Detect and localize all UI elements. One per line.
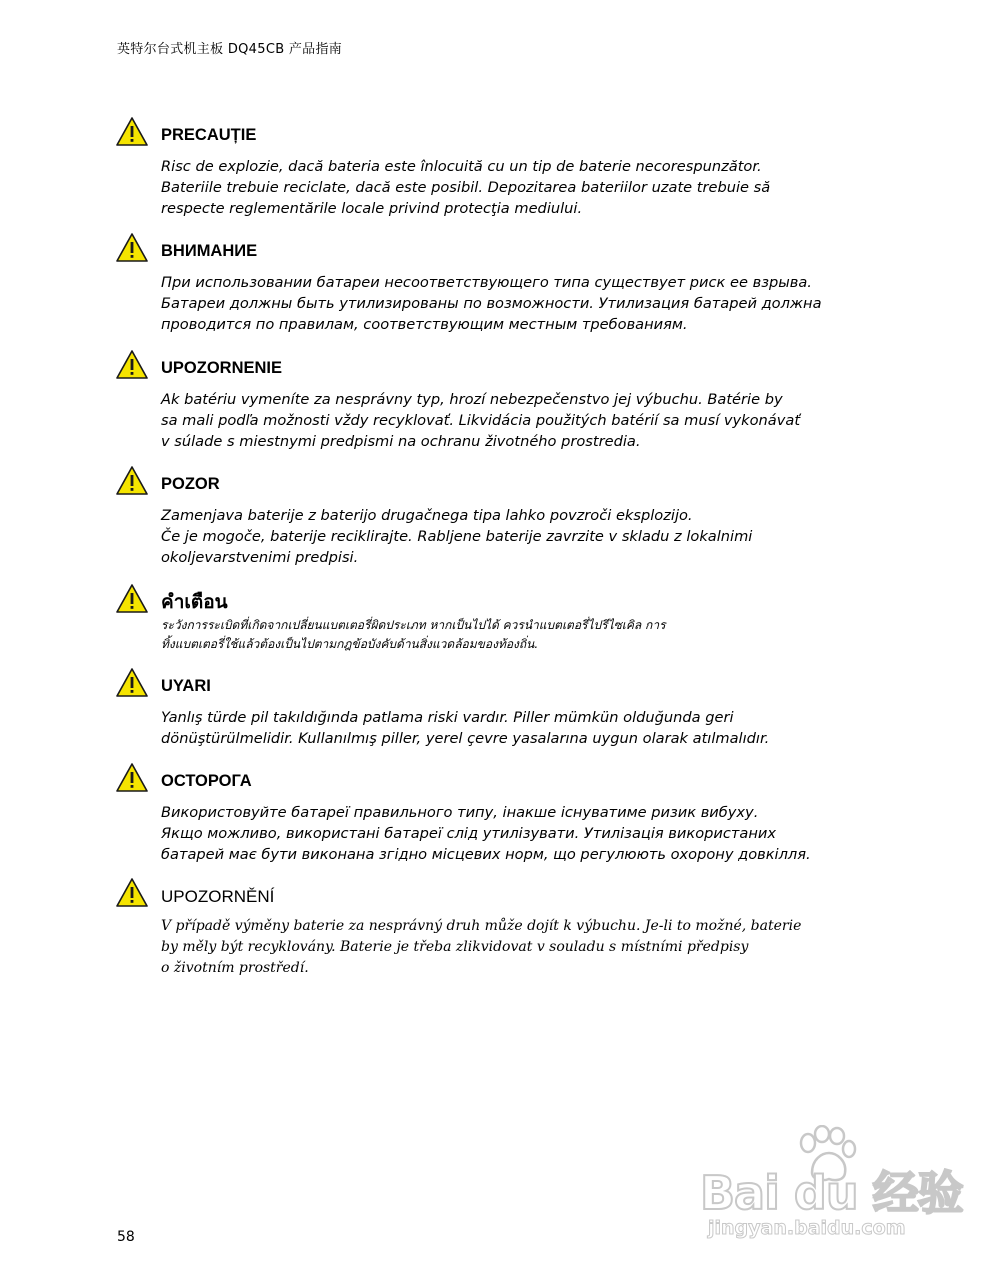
warning-line: Використовуйте батареї правильного типу, інакше існуватиме ризик вибуху.: [161, 804, 759, 821]
warning-line: Якщо можливо, використані батареї слід утилізувати. Утилізація використаних: [161, 825, 776, 842]
warning-triangle-icon: [115, 583, 149, 614]
watermark-url: jingyan.baidu.com: [708, 1217, 906, 1239]
warning-triangle-icon: [115, 465, 149, 496]
baidu-watermark: [700, 1125, 963, 1250]
warning-text: [161, 916, 801, 979]
warning-line: ระวังการระเบิดที่เกิดจากเปลี่ยนแบตเตอรี่ผิดประเภท หากเป็นไปได้ ควรนำแบตเตอรี่ไปรีไซเคิล การ: [161, 618, 666, 632]
warning-line: okoljevarstvenimi predpisi.: [161, 549, 359, 566]
warning-line: Батареи должны быть утилизированы по возможности. Утилизация батарей должна: [161, 295, 822, 312]
warning-text: [161, 505, 752, 568]
running-header: 英特尔台式机主板 DQ45CB 产品指南: [117, 42, 343, 57]
warning-line: dönüştürülmelidir. Kullanılmış piller, yerel çevre yasalarına uygun olarak atılmalıdır.: [161, 730, 770, 747]
warning-title: ОСТОРОГА: [161, 772, 252, 790]
warning-line: sa mali podľa možnosti vždy recyklovať. Likvidácia použitých batérií sa musí vykonávať: [161, 412, 801, 429]
warning-title: UYARI: [161, 677, 211, 695]
warning-title: POZOR: [161, 475, 220, 493]
warning-title: UPOZORNĚNÍ: [161, 887, 275, 906]
warning-triangle-icon: [115, 877, 149, 908]
warning-title: ВНИМАНИЕ: [161, 242, 258, 260]
warning-line: Zamenjava baterije z baterijo drugačnega tipa lahko povzroči eksplozijo.: [161, 507, 693, 524]
warning-line: respecte reglementările locale privind protecţia mediului.: [161, 200, 583, 217]
warning-line: o životním prostředí.: [161, 960, 309, 976]
warning-line: Risc de explozie, dacă bateria este înlocuită cu un tip de baterie necorespunzător.: [161, 158, 762, 175]
warning-triangle-icon: [115, 116, 149, 147]
warning-text: [161, 616, 666, 654]
warning-line: Yanlış türde pil takıldığında patlama riski vardır. Piller mümkün olduğunda geri: [161, 709, 734, 726]
warning-text: [161, 389, 800, 452]
warning-line: by měly být recyklovány. Baterie je třeba zlikvidovat v souladu s místními předpisy: [161, 939, 749, 955]
page-number: 58: [117, 1229, 135, 1245]
warning-text: [161, 272, 822, 335]
warning-line: ทิ้งแบตเตอรี่ใช้แล้วต้องเป็นไปตามกฎข้อบังคับด้านสิ่งแวดล้อมของท้องถิ่น.: [161, 637, 539, 651]
warning-line: v súlade s miestnymi predpismi na ochranu životného prostredia.: [161, 433, 641, 450]
warning-triangle-icon: [115, 667, 149, 698]
warning-line: батарей має бути виконана згідно місцевих норм, що регулюють охорону довкілля.: [161, 846, 811, 863]
warning-text: [161, 802, 811, 865]
warning-line: Če je mogoče, baterije reciklirajte. Rabljene baterije zavrzite v skladu z lokalnimi: [161, 528, 753, 545]
warning-title: PRECAUȚIE: [161, 126, 257, 144]
warning-line: Bateriile trebuie reciclate, dacă este posibil. Depozitarea bateriilor uzate trebuie să: [161, 179, 771, 196]
warning-title: คำเตือน: [161, 592, 228, 613]
warning-title: UPOZORNENIE: [161, 359, 283, 377]
warning-line: Ak batériu vymeníte za nesprávny typ, hrozí nebezpečenstvo jej výbuchu. Batérie by: [161, 391, 783, 408]
warning-line: V případě výměny baterie za nesprávný druh může dojít k výbuchu. Je-li to možné, baterie: [161, 918, 802, 934]
warning-line: проводится по правилам, соответствующим местным требованиям.: [161, 316, 688, 333]
warning-triangle-icon: [115, 762, 149, 793]
warning-text: [161, 707, 769, 749]
watermark-brand: Bai du 经验: [700, 1166, 963, 1220]
warning-triangle-icon: [115, 349, 149, 380]
warning-line: При использовании батареи несоответствующего типа существует риск ее взрыва.: [161, 274, 812, 291]
warning-triangle-icon: [115, 232, 149, 263]
warning-text: [161, 156, 770, 219]
